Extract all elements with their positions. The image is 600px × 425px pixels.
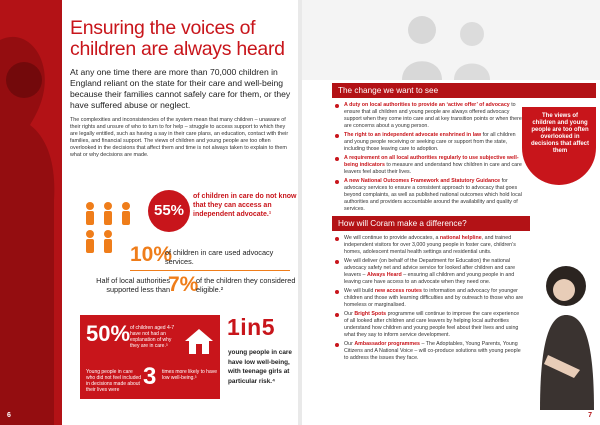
list-item: We will continue to provide advocates, a national helpline, and trained independent visitors for over 3,000 young people in foster care, children’s homes, adolescent mental health settings and residential units. — [344, 235, 524, 256]
list-item: Our Bright Spots programme will continue to improve the care experience of all looked after children and care leavers by helping local authorities understand how children and young people feel about their lives and using what they say to inform service development. — [344, 311, 524, 339]
stat-3-text-a: Young people in care who did not feel included in decisions made about their lives were — [86, 369, 142, 393]
stat-3-text-b: times more likely to have low well-being.³ — [162, 369, 218, 381]
section-change-heading: The change we want to see — [332, 83, 596, 98]
list-item: A new National Outcomes Framework and Statutory Guidance for advocacy services to ensure a consistent approach to advocacy that goes beyond complaints, as well as published national outcomes which hold local authorities and providers accountable around the availability and quality of services. — [344, 178, 524, 213]
page-number: 6 — [7, 412, 11, 419]
house-icon — [184, 327, 214, 355]
coram-list — [332, 235, 524, 362]
page-title: Ensuring the voices of children are always heard — [70, 17, 285, 60]
right-page — [302, 0, 600, 425]
list-item: The right to an independent advocate enshrined in law for all children and young people receiving or seeking care or support from the state, including those leaving care to adoption. — [344, 132, 524, 153]
divider — [130, 270, 290, 271]
stats-red-box — [80, 315, 220, 399]
list-item: We will deliver (on behalf of the Department for Education) the national advocacy safety net and advice service for looked after children and care leavers – Always Heard – ensuring all children and young people in and leaving care have access to an advocate when they need one. — [344, 258, 524, 286]
left-page — [0, 0, 298, 425]
list-item: We will build new access routes to information and advocacy for younger children and those with learning difficulties and by outreach to those who are homeless or marginalised. — [344, 288, 524, 308]
child-silhouette-image — [0, 0, 62, 425]
change-list — [332, 102, 524, 213]
stat-55-circle: 55% — [148, 190, 190, 232]
list-item: Our Ambassador programmes – The Adoptables, Young Parents, Young Citizens and A National Voice – will co-produce solutions with young people to address the issues they face. — [344, 341, 524, 362]
list-item: A duty on local authorities to provide an ‘active offer’ of advocacy to ensure that all children and young people are always offered advocacy support when they come into care and at key transition points or when there are concerns about a young person. — [344, 102, 524, 130]
stat-3-value: 3 — [143, 363, 157, 390]
section-coram-heading: How will Coram make a difference? — [332, 216, 530, 231]
stat-1in5-text: young people in care have low well-being, with teenage girls at particular risk.⁴ — [228, 349, 292, 385]
body-paragraph: The complexities and inconsistencies of the system mean that many children – unaware of their rights and unsure of who to turn to for help – struggle to access support to which they are legally entitled, such as having a say in their care plans, an education, contact with their families, and financial support. The views of children and young people are too often overlooked in the decisions that affect them and time is not always taken to explain to them what or why decisions are made. — [70, 117, 289, 158]
lead-paragraph: At any one time there are more than 70,000 children in England reliant on the state for their care and well-being because their families cannot safely care for them, or they have suffered abuse or neglect. — [70, 67, 291, 110]
stat-7-prefix: Half of local authorities supported less than — [96, 276, 170, 294]
page-number: 7 — [588, 412, 592, 419]
figure-group-icon — [80, 198, 136, 260]
stat-10-value: 10% — [130, 243, 173, 266]
stat-7-value: 7% — [168, 273, 199, 296]
red-strip — [0, 0, 62, 425]
stat-1in5-value: 1in5 — [227, 314, 276, 340]
callout-text: The views of children and young people are too often overlooked in decisions that affect them — [530, 113, 589, 154]
stat-50-value: 50% — [86, 321, 131, 346]
stat-7-text: of the children they considered eligible.² — [196, 276, 296, 294]
list-item: A requirement on all local authorities regularly to use subjective well-being indicators to measure and understand how children in care and care leavers feel about their lives. — [344, 155, 524, 176]
stat-10-text: of children in care used advocacy services. — [165, 248, 274, 266]
girl-photo-image — [530, 260, 596, 410]
callout-box — [522, 107, 596, 185]
stat-55-text: of children in care do not know that they can access an independent advocate.¹ — [193, 193, 297, 218]
left-content — [70, 18, 292, 159]
silhouette-header-image — [302, 0, 600, 80]
stat-50-text: of children aged 4-7 have not had an explanation of why they are in care.³ — [130, 325, 175, 349]
